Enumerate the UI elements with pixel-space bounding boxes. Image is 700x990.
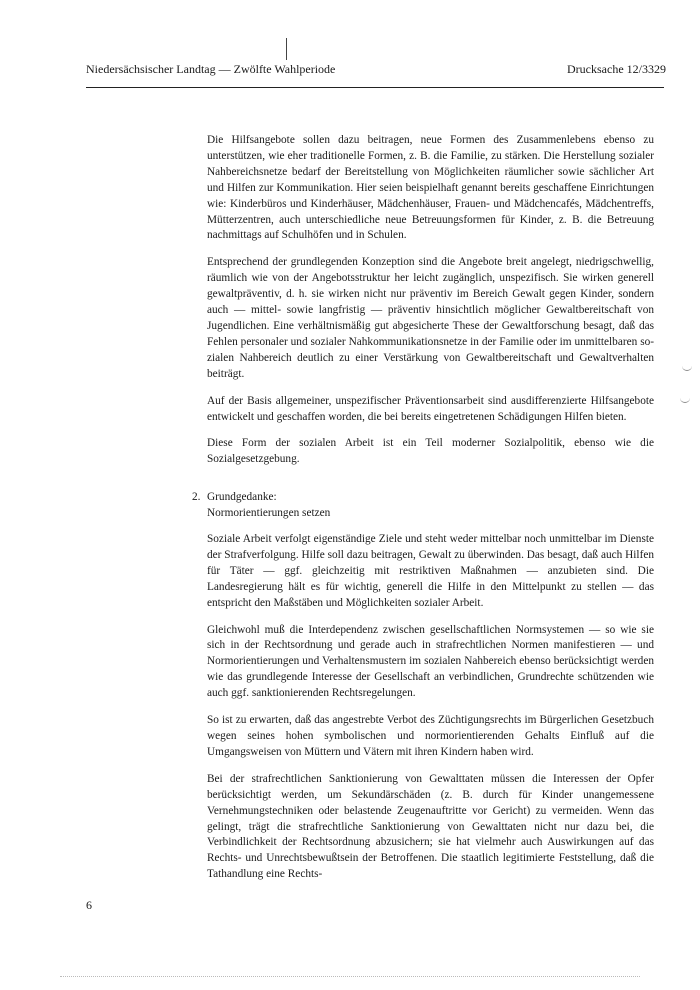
paragraph: So ist zu erwarten, daß das angestrebte Verbot des Züchtigungsrechts im Bürgerlichen Gesetzbuch wegen seines hohen symbolischen und normorientierenden Gehalts Einfluß auf die Umgangsweisen von Müttern und Vätern mit ihren Kindern haben wird. <box>207 714 654 758</box>
section-heading <box>192 490 654 522</box>
header-document-number: Drucksache 12/3329 <box>567 62 666 76</box>
margin-mark <box>682 366 692 371</box>
paragraph: Entsprechend der grundlegenden Konzeption sind die Angebote breit angelegt, niedrigschwellig, räumlich wie von der Angebotsstruktur her leicht zugänglich, unspezifisch. Sie wirken generell gewaltpräventiv, d. h. sie wirken nicht nur präventiv im Bereich Gewalt gegen Kinder, sondern auch — mittel- sowie langfristig — präventiv hinsichtlich möglicher Gewaltbereitschaft von Jugendlichen. Eine verhältnismäßig gut abgesicherte These der Gewaltforschung besagt, daß das Fehlen personaler und sozialer Nahkommunikationsnetze in der Familie oder im unmittelbaren sozialen Nahbereich deutlich zu einer Verstärkung von Gewaltbereitschaft und Gewaltverhalten beiträgt. <box>207 256 654 380</box>
page-number: 6 <box>86 898 92 912</box>
section-subtitle: Normorientierungen setzen <box>207 507 331 520</box>
paragraph: Diese Form der sozialen Arbeit ist ein Teil moderner Sozialpolitik, ebenso wie die Sozialgesetzgebung. <box>207 437 654 466</box>
paragraph: Die Hilfsangebote sollen dazu beitragen, neue Formen des Zusammenlebens ebenso zu unterstützen, wie eher traditionelle Formen, z. B. die Familie, zu stärken. Die Herstellung sozialer Nahbereichsnetze bedarf der Bereitstellung von Möglichkeiten räumlicher sowie sächlicher Art und Hilfen zur Kommunikation. Hier seien beispielhaft genannt bereits geschaffene Einrichtungen wie: Kinderbüros und Kinderhäuser, Mädchenhäuser, Frauen- und Mädchencafés, Mädchentreffs, Mütterzentren, auch unterschiedliche neue Betreuungsformen für Kinder, z. B. die Betreuung nachmittags auf Schulhöfen und in Schulen. <box>207 134 654 242</box>
paragraph: Soziale Arbeit verfolgt eigenständige Ziele und steht weder mittelbar noch unmittelbar im Dienste der Strafverfolgung. Hilfe soll dazu beitragen, Gewalt zu überwinden. Das besagt, daß auch Hilfen für Täter — ggf. gleichzeitig mit restriktiven Maßnahmen — anzubieten sind. Die Landesregierung hält es für wichtig, generell die Hilfe in den Mittelpunkt zu stellen — das entspricht den Maßstäben und Möglichkeiten sozialer Arbeit. <box>207 533 654 609</box>
paragraph: Gleichwohl muß die Interdependenz zwischen gesellschaftlichen Normsystemen — so wie sie sich in der Rechtsordnung und gerade auch in strafrechtlichen Normen manifestieren — und Normorientierungen und Verhaltensmustern im sozialen Nahbereich ebenso berücksichtigt werden wie das grundlegende Interesse der Gesellschaft an verbindlichen, Grundrechte schützenden wie auch ggf. sanktionierenden Rechtsregelungen. <box>207 623 654 700</box>
header-rule <box>86 87 664 88</box>
header-publisher: Niedersächsischer Landtag — Zwölfte Wahlperiode <box>86 62 336 76</box>
scan-mark <box>286 38 287 60</box>
paragraph: Auf der Basis allgemeiner, unspezifischer Präventionsarbeit sind ausdifferenzierte Hilfsangebote entwickelt und geschaffen worden, die bei bereits eingetretenen Schädigungen Hilfen bieten. <box>207 394 654 423</box>
section-title: Grundgedanke: <box>207 491 277 504</box>
scan-artifact <box>60 976 640 981</box>
section-number: 2. <box>192 491 201 504</box>
document-body <box>192 133 654 894</box>
paragraph: Bei der strafrechtlichen Sanktionierung von Gewalttaten müssen die Interessen der Opfer berücksichtigt werden, um Sekundärschäden (z. B. durch für Kinder unangemessene Vernehmungstechniken oder belastende Zeugenauftritte vor Gericht) zu vermeiden. Wenn das gelingt, trägt die strafrechtliche Sanktionierung von Gewalttaten nicht nur dazu bei, die Verbindlichkeit der Rechtsordnung abzusichern; sie hat vielmehr auch Auswirkungen auf das Rechts- und Unrechtsbewußtsein der Betroffenen. Die staatlich legitimierte Feststellung, daß die Tathandlung eine Rechts- <box>207 772 654 881</box>
margin-mark <box>680 398 690 403</box>
